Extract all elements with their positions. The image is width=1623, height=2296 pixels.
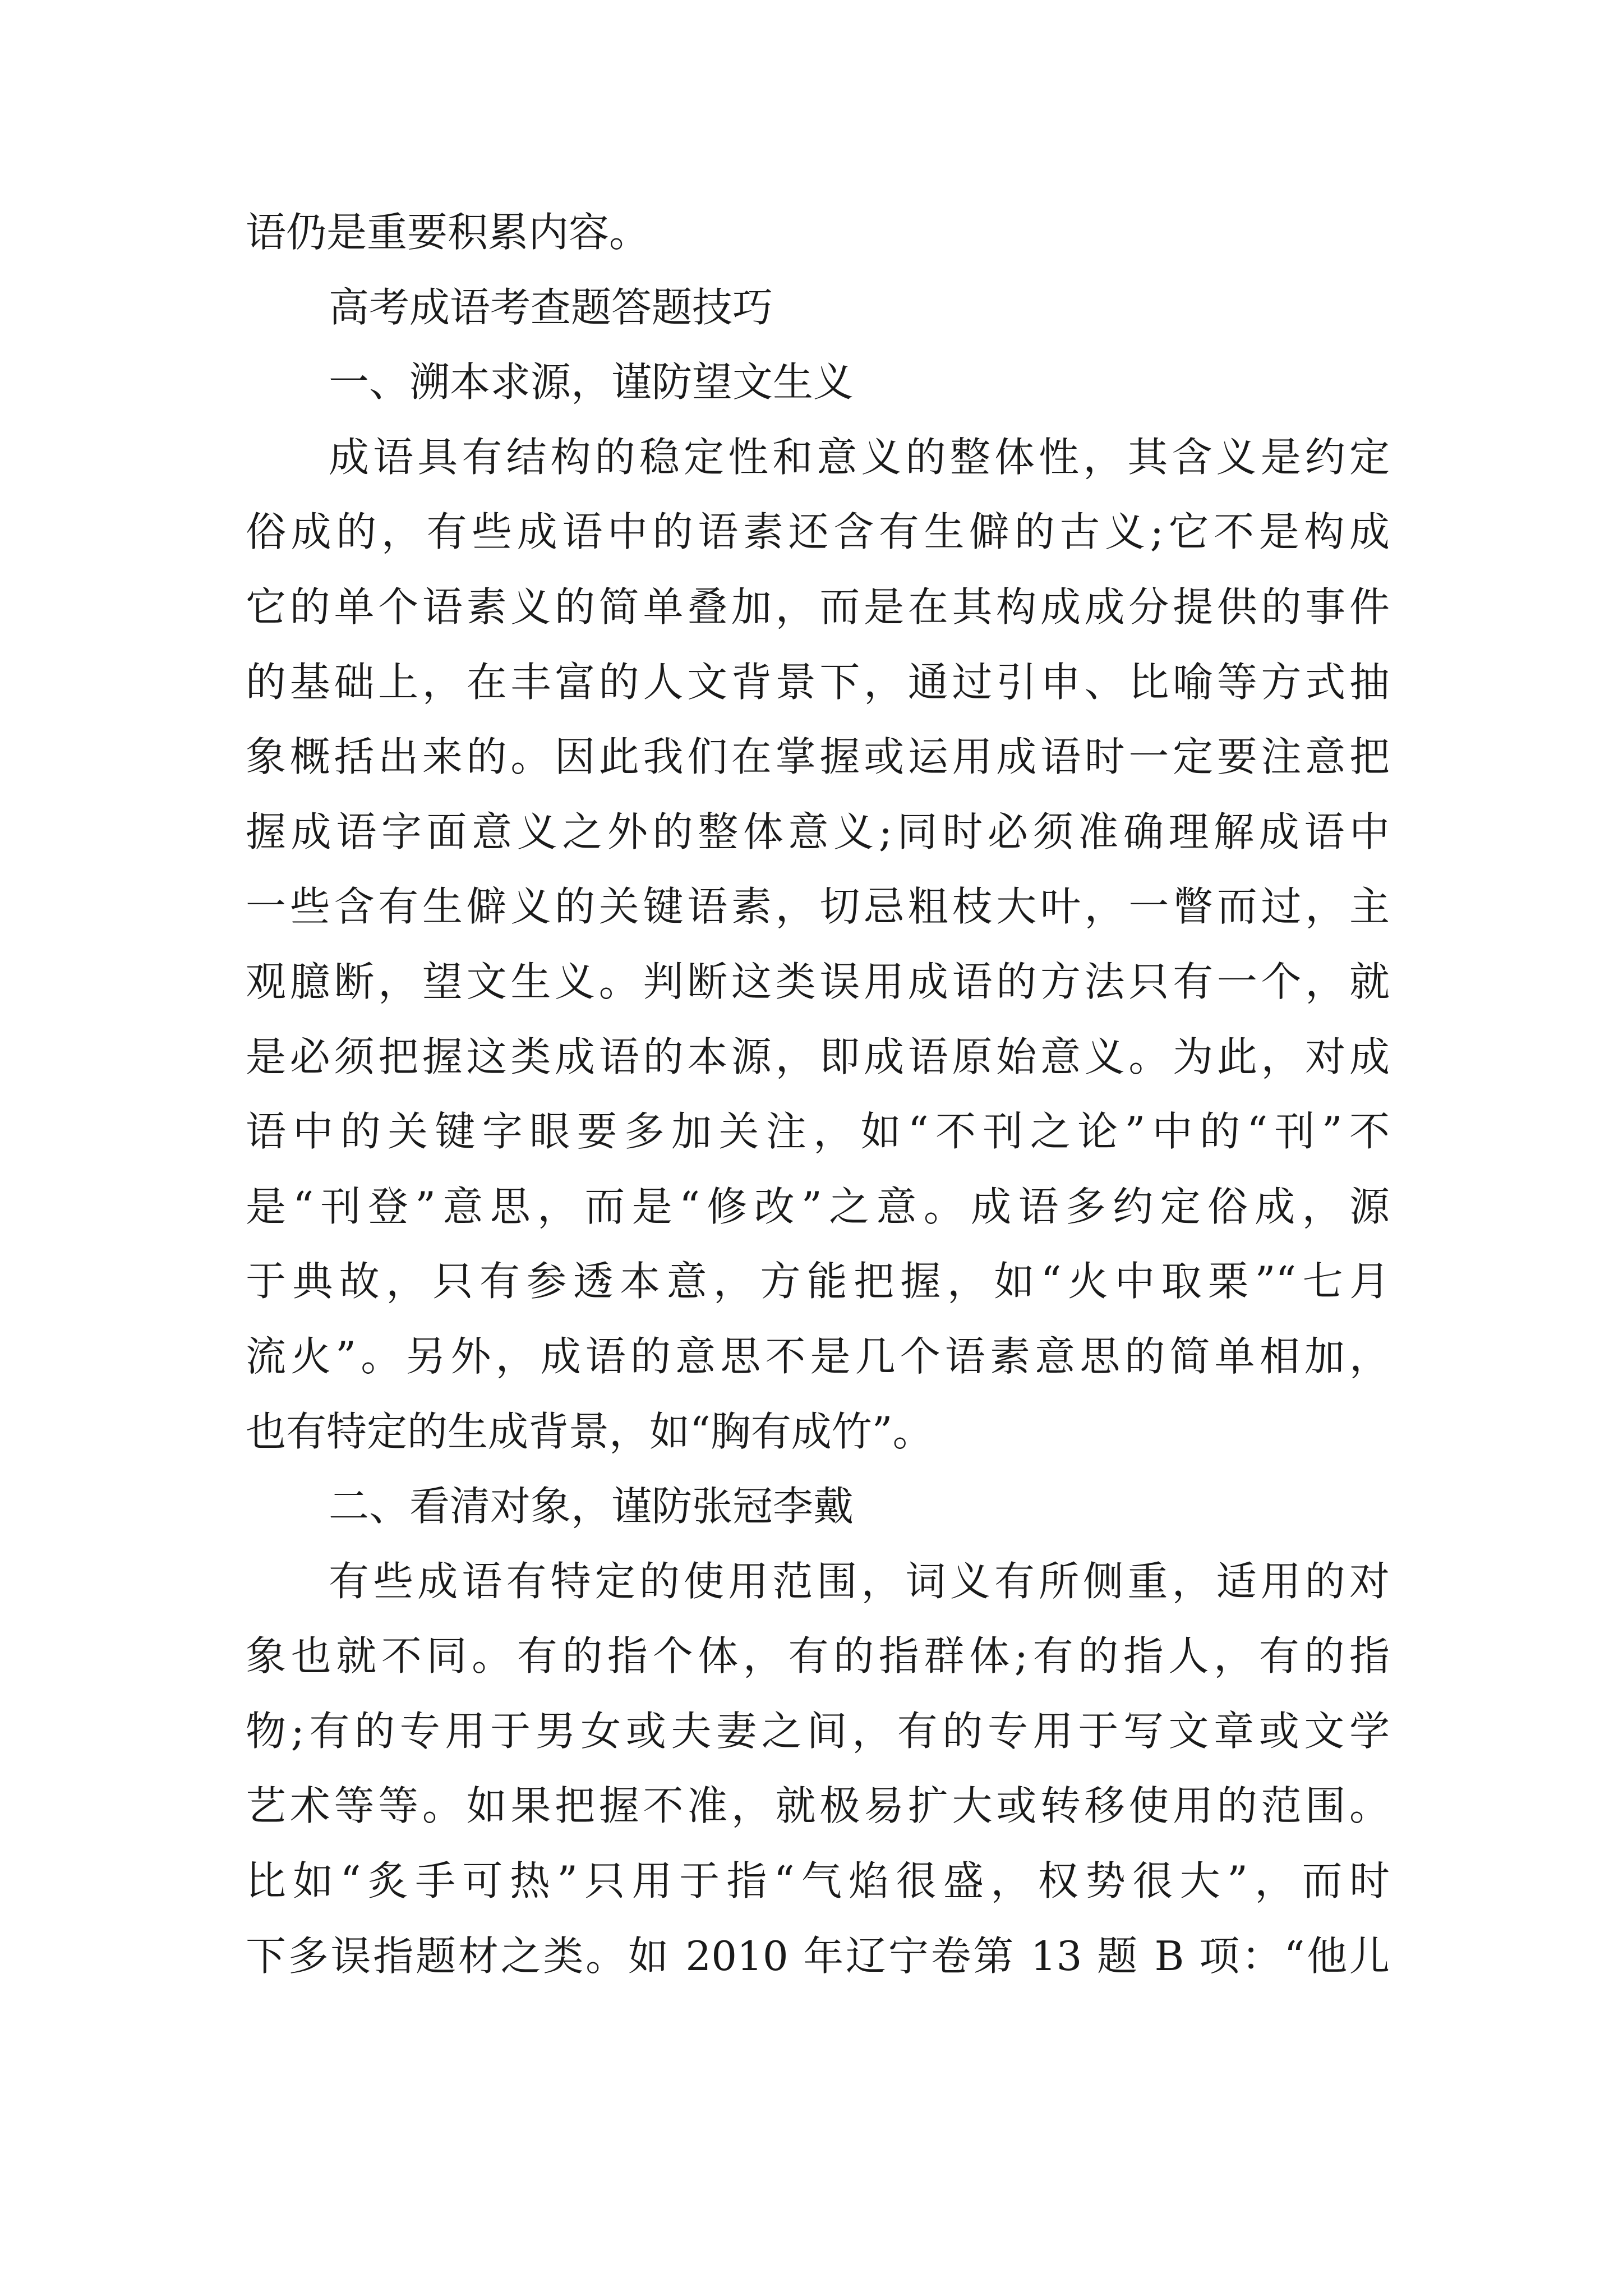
body-text — [246, 195, 1390, 1994]
text-line: 一些含有生僻义的关键语素，切忌粗枝大叶，一瞥而过，主 — [246, 883, 1390, 931]
text-line: 是“刊登”意思，而是“修改”之意。成语多约定俗成，源 — [246, 1182, 1390, 1230]
text-line: 成语具有结构的稳定性和意义的整体性，其含义是约定 — [329, 433, 1390, 481]
text-line: 有些成语有特定的使用范围，词义有所侧重，适用的对 — [329, 1557, 1390, 1605]
text-line: 握成语字面意义之外的整体意义;同时必须准确理解成语中 — [246, 808, 1390, 855]
text-line: 的基础上，在丰富的人文背景下，通过引申、比喻等方式抽 — [246, 658, 1390, 706]
text-line: 语仍是重要积累内容。 — [246, 209, 650, 256]
text-line: 象概括出来的。因此我们在掌握或运用成语时一定要注意把 — [246, 733, 1390, 781]
section-heading: 高考成语考查题答题技巧 — [329, 283, 773, 331]
text-line: 也有特定的生成背景，如“胸有成竹”。 — [246, 1407, 933, 1455]
text-line: 它的单个语素义的简单叠加，而是在其构成成分提供的事件 — [246, 583, 1390, 631]
subsection-heading: 一、溯本求源，谨防望文生义 — [329, 358, 854, 406]
text-line: 比如“炙手可热”只用于指“气焰很盛，权势很大”，而时 — [246, 1857, 1390, 1905]
text-line: 于典故，只有参透本意，方能把握，如“火中取栗”“七月 — [246, 1258, 1390, 1305]
text-line: 流火”。另外，成语的意思不是几个语素意思的简单相加， — [246, 1332, 1390, 1380]
text-line: 观臆断，望文生义。判断这类误用成语的方法只有一个，就 — [246, 958, 1390, 1005]
text-line: 语中的关键字眼要多加关注，如“不刊之论”中的“刊”不 — [246, 1108, 1390, 1156]
subsection-heading: 二、看清对象，谨防张冠李戴 — [329, 1483, 854, 1530]
text-line: 是必须把握这类成语的本源，即成语原始意义。为此，对成 — [246, 1033, 1390, 1080]
text-line: 俗成的，有些成语中的语素还含有生僻的古义;它不是构成 — [246, 508, 1390, 556]
text-line: 物;有的专用于男女或夫妻之间，有的专用于写文章或文学 — [246, 1707, 1390, 1755]
text-line: 艺术等等。如果把握不准，就极易扩大或转移使用的范围。 — [246, 1782, 1390, 1830]
text-line: 下多误指题材之类。如 2010 年辽宁卷第 13 题 B 项：“他儿 — [246, 1932, 1390, 1980]
text-line: 象也就不同。有的指个体，有的指群体;有的指人，有的指 — [246, 1632, 1390, 1680]
